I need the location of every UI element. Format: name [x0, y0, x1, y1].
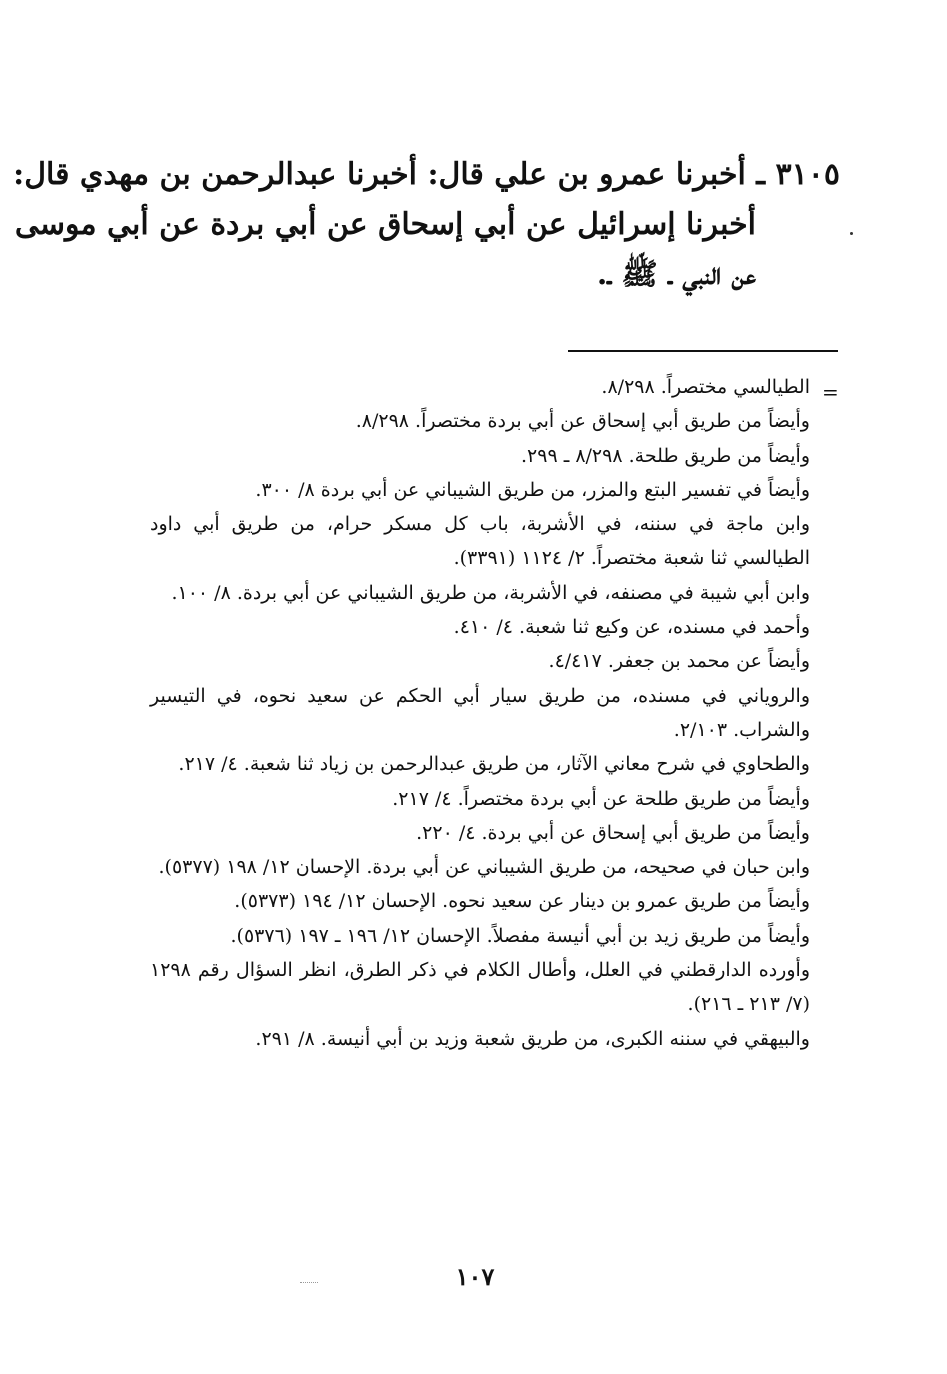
footnote-entry: وأيضاً من طريق أبي إسحاق عن أبي بردة مختصراً. ٨/٢٩٨. — [355, 410, 810, 433]
footnote-entry: وأحمد في مسنده، عن وكيع ثنا شعبة. ٤/ ٤١٠. — [453, 616, 810, 639]
footnote-entry: وابن حبان في صحيحه، من طريق الشيباني عن أبي بردة. الإحسان ١٢/ ١٩٨ (٥٣٧٧). — [158, 856, 810, 879]
footnote-entry: وأيضاً من طريق عمرو بن دينار عن سعيد نحوه. الإحسان ١٢/ ١٩٤ (٥٣٧٣). — [234, 890, 810, 913]
footnote-entry: والبيهقي في سننه الكبرى، من طريق شعبة وزيد بن أبي أنيسة. ٨/ ٢٩١. — [255, 1027, 810, 1050]
footnote-entry: والروياني في مسنده، من طريق سيار أبي الحكم عن سعيد نحوه، في التيسير والشراب. ٢/١٠٣. — [150, 684, 810, 741]
footnote-entry: وأيضاً من طريق أبي إسحاق عن أبي بردة. ٤/ ٢٢٠. — [416, 821, 810, 844]
stray-dot-mark — [850, 232, 853, 235]
footnote-entry: وأيضاً من طريق طلحة. ٨/٢٩٨ ـ ٢٩٩. — [520, 444, 810, 467]
footnote-continuation-marker: = — [822, 380, 839, 404]
footnote-entry: وأيضاً من طريق زيد بن أبي أنيسة مفصلاً. الإحسان ١٢/ ١٩٦ ـ ١٩٧ (٥٣٧٦). — [230, 924, 810, 947]
footnote-entry: وأيضاً من طريق طلحة عن أبي بردة مختصراً. ٤/ ٢١٧. — [392, 787, 810, 810]
footnote-entry: وابن ماجة في سننه، في الأشربة، باب كل مسكر حرام، من طريق أبي داود الطيالسي ثنا شعبة مختصراً. ٢/ ١١٢٤ (٣٣٩١). — [150, 513, 810, 570]
faint-scan-mark — [300, 1282, 318, 1283]
hadith-text — [13, 150, 840, 300]
footnote-entry: وابن أبي شيبة في مصنفه، في الأشربة، من طريق الشيباني عن أبي بردة. ٨/ ١٠٠. — [171, 581, 810, 604]
footnote-entry: وأيضاً عن محمد بن جعفر. ٤/٤١٧. — [548, 650, 810, 673]
hadith-line: ٣١٠٥ ـ أخبرنا عمرو بن علي قال: أخبرنا عبدالرحمن بن مهدي قال: — [13, 157, 840, 192]
footnote-divider — [568, 350, 838, 352]
page-number: ١٠٧ — [455, 1262, 495, 1291]
footnote-entry: الطيالسي مختصراً. ٨/٢٩٨. — [601, 376, 810, 398]
footnotes-block — [150, 370, 810, 1056]
hadith-line: أخبرنا إسرائيل عن أبي إسحاق عن أبي بردة عن أبي موسى — [14, 207, 756, 242]
footnote-entry: وأورده الدارقطني في العلل، وأطال الكلام في ذكر الطرق، انظر السؤال رقم ١٢٩٨ (٧/ ٢١٣ ـ ٢١٦). — [150, 959, 810, 1016]
footnote-entry: والطحاوي في شرح معاني الآثار، من طريق عبدالرحمن بن زياد ثنا شعبة. ٤/ ٢١٧. — [178, 753, 810, 776]
footnote-entry: وأيضاً في تفسير البتع والمزر، من طريق الشيباني عن أبي بردة ٨/ ٣٠٠. — [255, 478, 810, 501]
hadith-line: عن النبي ـ ﷺ ـ. — [596, 257, 756, 292]
